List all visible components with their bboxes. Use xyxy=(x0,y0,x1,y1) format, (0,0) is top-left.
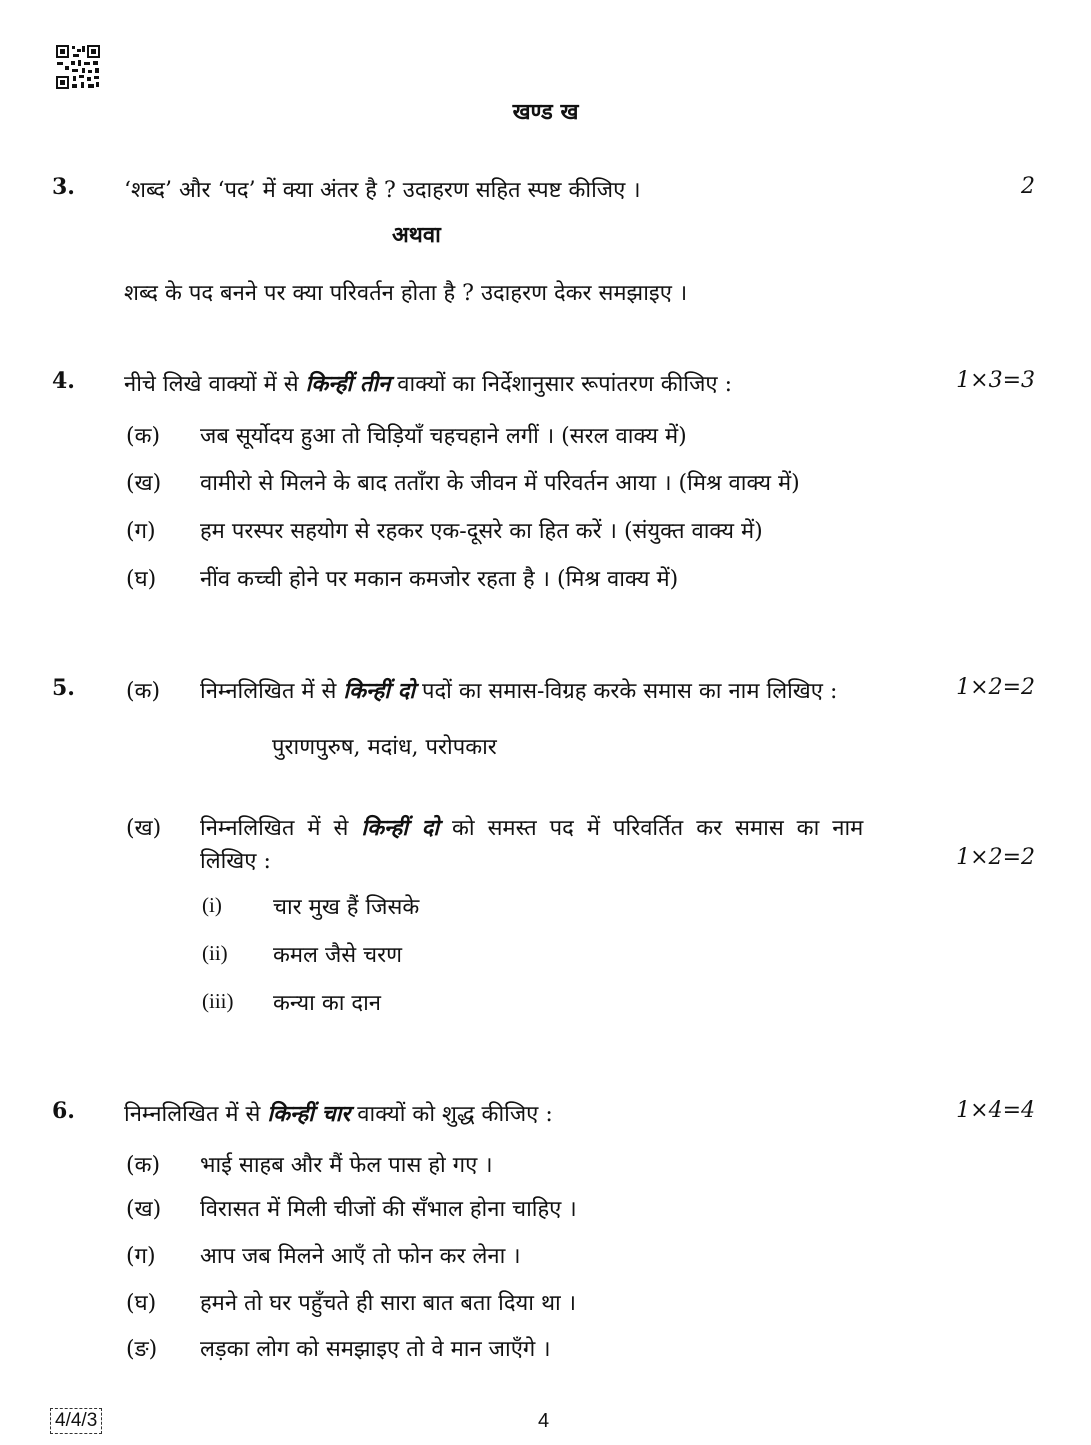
list-item-label: (ङ) xyxy=(126,1337,158,1362)
question-5a-emphasis: किन्हीं दो xyxy=(343,678,415,704)
list-item: वामीरो से मिलने के बाद तताँरा के जीवन में परिवर्तन आया । (मिश्र वाक्य में) xyxy=(200,471,800,496)
list-item: विरासत में मिली चीजों की सँभाल होना चाहिए । xyxy=(200,1197,577,1222)
section-title: खण्ड ख xyxy=(512,99,579,125)
question-5b-label: (ख) xyxy=(126,816,162,841)
question-4-emphasis: किन्हीं तीन xyxy=(305,371,391,397)
question-6-number: 6. xyxy=(52,1098,75,1124)
list-item: हमने तो घर पहुँचते ही सारा बात बता दिया था । xyxy=(200,1291,577,1316)
qr-code-icon xyxy=(55,44,101,90)
list-item-label: (ख) xyxy=(126,471,162,496)
list-item: कन्या का दान xyxy=(273,991,382,1016)
question-5a-marks: 1×2=2 xyxy=(956,675,1035,700)
list-item-label: (ii) xyxy=(202,941,228,965)
page-number: 4 xyxy=(538,1410,550,1432)
list-item-label: (iii) xyxy=(202,989,234,1013)
paper-code: 4/4/3 xyxy=(50,1408,102,1434)
question-6-marks: 1×4=4 xyxy=(956,1098,1035,1123)
list-item-label: (ग) xyxy=(126,519,156,544)
list-item: हम परस्पर सहयोग से रहकर एक-दूसरे का हित करें । (संयुक्त वाक्य में) xyxy=(200,519,763,544)
list-item-label: (घ) xyxy=(126,1291,157,1316)
question-5a-instruction: निम्नलिखित में से किन्हीं दो पदों का समास-विग्रह करके समास का नाम लिखिए : xyxy=(200,678,838,704)
question-5-number: 5. xyxy=(52,675,75,701)
question-6-instruction: निम्नलिखित में से किन्हीं चार वाक्यों को शुद्ध कीजिए : xyxy=(124,1101,553,1127)
question-3-text: ‘शब्द’ और ‘पद’ में क्या अंतर है ? उदाहरण सहित स्पष्ट कीजिए । xyxy=(124,178,641,203)
list-item: नींव कच्ची होने पर मकान कमजोर रहता है । (मिश्र वाक्य में) xyxy=(200,567,679,592)
list-item-label: (क) xyxy=(126,1153,161,1178)
question-4-marks: 1×3=3 xyxy=(956,368,1035,393)
list-item-label: (घ) xyxy=(126,567,157,592)
question-5a-label: (क) xyxy=(126,679,161,704)
list-item: जब सूर्योदय हुआ तो चिड़ियाँ चहचहाने लगीं । (सरल वाक्य में) xyxy=(200,424,687,449)
list-item-label: (क) xyxy=(126,424,161,449)
question-5b-marks: 1×2=2 xyxy=(956,845,1035,870)
question-5b-instruction-line2: लिखिए : xyxy=(200,849,271,874)
question-3-or: अथवा xyxy=(392,222,441,248)
list-item: लड़का लोग को समझाइए तो वे मान जाएँगे । xyxy=(200,1337,551,1362)
question-4-number: 4. xyxy=(52,368,75,394)
list-item: आप जब मिलने आएँ तो फोन कर लेना । xyxy=(200,1244,521,1269)
question-5a-words: पुराणपुरुष, मदांध, परोपकार xyxy=(272,735,497,760)
list-item-label: (i) xyxy=(202,893,222,917)
list-item: भाई साहब और मैं फेल पास हो गए । xyxy=(200,1153,493,1178)
question-3-alternative: शब्द के पद बनने पर क्या परिवर्तन होता है ? उदाहरण देकर समझाइए । xyxy=(124,281,688,306)
question-3-marks: 2 xyxy=(1021,174,1035,199)
question-4-instruction: नीचे लिखे वाक्यों में से किन्हीं तीन वाक्यों का निर्देशानुसार रूपांतरण कीजिए : xyxy=(124,371,732,397)
list-item-label: (ग) xyxy=(126,1244,156,1269)
question-3-number: 3. xyxy=(52,174,75,200)
list-item-label: (ख) xyxy=(126,1197,162,1222)
question-5b-emphasis: किन्हीं दो xyxy=(361,815,439,841)
list-item: कमल जैसे चरण xyxy=(273,943,403,968)
list-item: चार मुख हैं जिसके xyxy=(273,895,420,920)
question-5b-instruction: निम्नलिखित में से किन्हीं दो को समस्त पद में परिवर्तित कर समास का नाम xyxy=(200,815,864,841)
question-6-emphasis: किन्हीं चार xyxy=(267,1101,351,1127)
